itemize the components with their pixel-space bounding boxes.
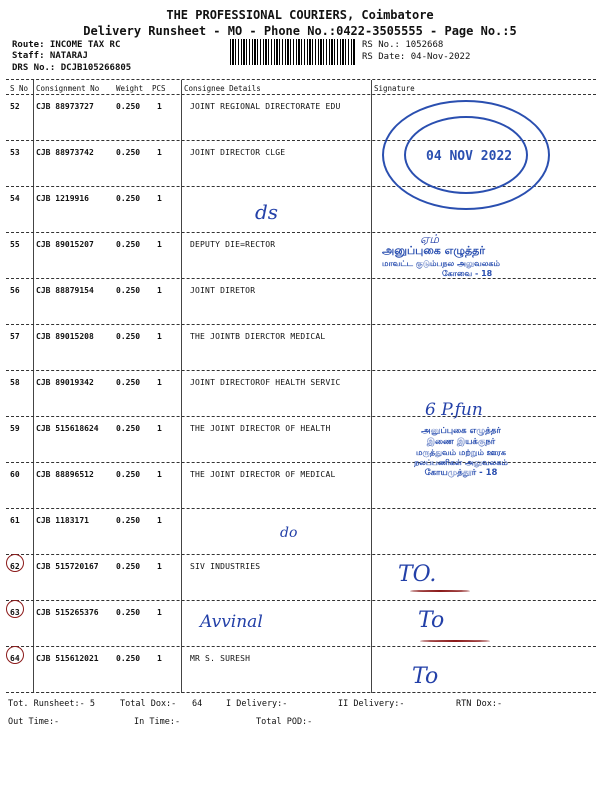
- row-divider: [6, 600, 596, 601]
- row-pcs: 1: [157, 654, 162, 663]
- row-weight: 0.250: [116, 654, 141, 663]
- handwritten-to: To: [412, 664, 439, 689]
- runsheet-title: THE PROFESSIONAL COURIERS, Coimbatore: [166, 8, 434, 22]
- row-sno: 54: [10, 194, 20, 203]
- row-pcs: 1: [157, 516, 162, 525]
- row-weight: 0.250: [116, 516, 141, 525]
- handwritten-to: TO.: [398, 562, 437, 587]
- total-dox-label: Total Dox:-: [120, 699, 177, 709]
- row-consignee: JOINT REGIONAL DIRECTORATE EDU: [190, 102, 341, 111]
- row-consignment-no: CJB 515720167: [36, 562, 99, 571]
- row-pcs: 1: [157, 378, 162, 387]
- table-row: [0, 378, 600, 424]
- tot-runsheet: Tot. Runsheet:- 5: [8, 699, 95, 709]
- row-consignee: JOINT DIRECTOR CLGE: [190, 148, 286, 157]
- row-consignee: DEPUTY DIE=RECTOR: [190, 240, 276, 249]
- row-divider: [6, 646, 596, 647]
- table-row: [0, 516, 600, 562]
- row-consignment-no: CJB 515265376: [36, 608, 99, 617]
- row-consignee: THE JOINT DIRECTOR OF MEDICAL: [190, 470, 336, 479]
- row-consignment-no: CJB 89019342: [36, 378, 94, 387]
- row-consignee: THE JOINTB DIERCTOR MEDICAL: [190, 332, 326, 341]
- row-sno: 55: [10, 240, 20, 249]
- route: Route: INCOME TAX RC: [12, 40, 121, 50]
- col-weight: Weight: [116, 84, 144, 93]
- rs-date: RS Date: 04-Nov-2022: [362, 52, 471, 62]
- divider: [6, 79, 596, 80]
- rtn-dox: RTN Dox:-: [456, 699, 503, 709]
- row-sno: 53: [10, 148, 20, 157]
- row-pcs: 1: [157, 102, 162, 111]
- in-time: In Time:-: [134, 717, 181, 727]
- row-consignment-no: CJB 89015207: [36, 240, 94, 249]
- row-sno: 64: [10, 654, 20, 663]
- row-weight: 0.250: [116, 332, 141, 341]
- col-consignment: Consignment No: [36, 84, 100, 93]
- ii-delivery: II Delivery:-: [338, 699, 405, 709]
- row-weight: 0.250: [116, 148, 141, 157]
- row-consignment-no: CJB 515612021: [36, 654, 99, 663]
- handwritten-mark: do: [280, 525, 298, 541]
- divider: [6, 94, 596, 95]
- row-pcs: 1: [157, 286, 162, 295]
- col-sno: S No: [10, 84, 29, 93]
- row-pcs: 1: [157, 240, 162, 249]
- out-time: Out Time:-: [8, 717, 60, 727]
- row-consignment-no: CJB 515618624: [36, 424, 99, 433]
- table-row: [0, 332, 600, 378]
- row-weight: 0.250: [116, 102, 141, 111]
- row-sno: 52: [10, 102, 20, 111]
- row-consignee: SIV INDUSTRIES: [190, 562, 261, 571]
- row-consignment-no: CJB 88973742: [36, 148, 94, 157]
- row-pcs: 1: [157, 562, 162, 571]
- row-divider: [6, 554, 596, 555]
- barcode: [230, 39, 356, 65]
- tamil-stamp-2: அனுப்புகை எழுத்தர் இணை இயக்குநர் மருத்துவம் மற்றும் ஊரக நலப்பணிகள் அலுவலகம் கோயமுத்தூர் - 18: [414, 426, 508, 478]
- table-row: [0, 608, 600, 654]
- row-weight: 0.250: [116, 240, 141, 249]
- rs-number: RS No.: 1052668: [362, 40, 444, 50]
- row-weight: 0.250: [116, 194, 141, 203]
- row-pcs: 1: [157, 424, 162, 433]
- total-dox-value: 64: [192, 699, 203, 709]
- row-consignment-no: CJB 88973727: [36, 102, 94, 111]
- row-consignee: JOINT DIRECTOROF HEALTH SERVIC: [190, 378, 341, 387]
- runsheet-subtitle: Delivery Runsheet - MO - Phone No.:0422-3505555 - Page No.:5: [83, 24, 517, 38]
- row-consignment-no: CJB 1219916: [36, 194, 89, 203]
- row-divider: [6, 232, 596, 233]
- table-row: [0, 654, 600, 700]
- row-weight: 0.250: [116, 470, 141, 479]
- col-signature: Signature: [374, 84, 415, 93]
- row-pcs: 1: [157, 470, 162, 479]
- row-divider: [6, 508, 596, 509]
- handwritten-mark: 6 P.fun: [425, 400, 483, 420]
- handwritten-mark: ds: [255, 200, 279, 224]
- red-underline: [410, 590, 470, 592]
- row-consignee: MR S. SURESH: [190, 654, 251, 663]
- row-consignment-no: CJB 89015208: [36, 332, 94, 341]
- row-consignment-no: CJB 1183171: [36, 516, 89, 525]
- row-sno: 56: [10, 286, 20, 295]
- i-delivery: I Delivery:-: [226, 699, 288, 709]
- row-sno: 63: [10, 608, 20, 617]
- col-pcs: PCS: [152, 84, 166, 93]
- row-pcs: 1: [157, 194, 162, 203]
- row-weight: 0.250: [116, 424, 141, 433]
- handwritten-mark: ஏம்: [420, 232, 439, 246]
- row-sno: 61: [10, 516, 20, 525]
- drs-number: DRS No.: DCJB105266805: [12, 63, 132, 73]
- row-consignee: JOINT DIRETOR: [190, 286, 256, 295]
- handwritten-to: To: [418, 608, 445, 633]
- row-consignment-no: CJB 88896512: [36, 470, 94, 479]
- row-pcs: 1: [157, 608, 162, 617]
- red-circle: [6, 646, 24, 664]
- tamil-stamp-1: அனுப்புகை எழுத்தர் மாவட்ட குடும்பநல அலுவலகம் கோவை - 18: [382, 244, 500, 278]
- row-sno: 59: [10, 424, 20, 433]
- date-stamp: [382, 100, 550, 210]
- row-weight: 0.250: [116, 608, 141, 617]
- handwritten-mark: Avvinal: [200, 612, 263, 632]
- row-pcs: 1: [157, 332, 162, 341]
- red-underline: [420, 640, 490, 642]
- row-divider: [6, 324, 596, 325]
- red-circle: [6, 554, 24, 572]
- row-consignee: THE JOINT DIRECTOR OF HEALTH: [190, 424, 331, 433]
- table-row: [0, 562, 600, 608]
- divider: [6, 692, 596, 693]
- row-divider: [6, 416, 596, 417]
- row-pcs: 1: [157, 148, 162, 157]
- row-sno: 58: [10, 378, 20, 387]
- row-weight: 0.250: [116, 286, 141, 295]
- row-divider: [6, 370, 596, 371]
- red-circle: [6, 600, 24, 618]
- row-sno: 57: [10, 332, 20, 341]
- row-consignment-no: CJB 88879154: [36, 286, 94, 295]
- row-weight: 0.250: [116, 562, 141, 571]
- table-row: [0, 286, 600, 332]
- col-consignee: Consignee Details: [184, 84, 261, 93]
- row-sno: 60: [10, 470, 20, 479]
- row-sno: 62: [10, 562, 20, 571]
- total-pod: Total POD:-: [256, 717, 313, 727]
- row-weight: 0.250: [116, 378, 141, 387]
- date-stamp-text: 04 NOV 2022: [426, 149, 513, 164]
- staff: Staff: NATARAJ: [12, 51, 88, 61]
